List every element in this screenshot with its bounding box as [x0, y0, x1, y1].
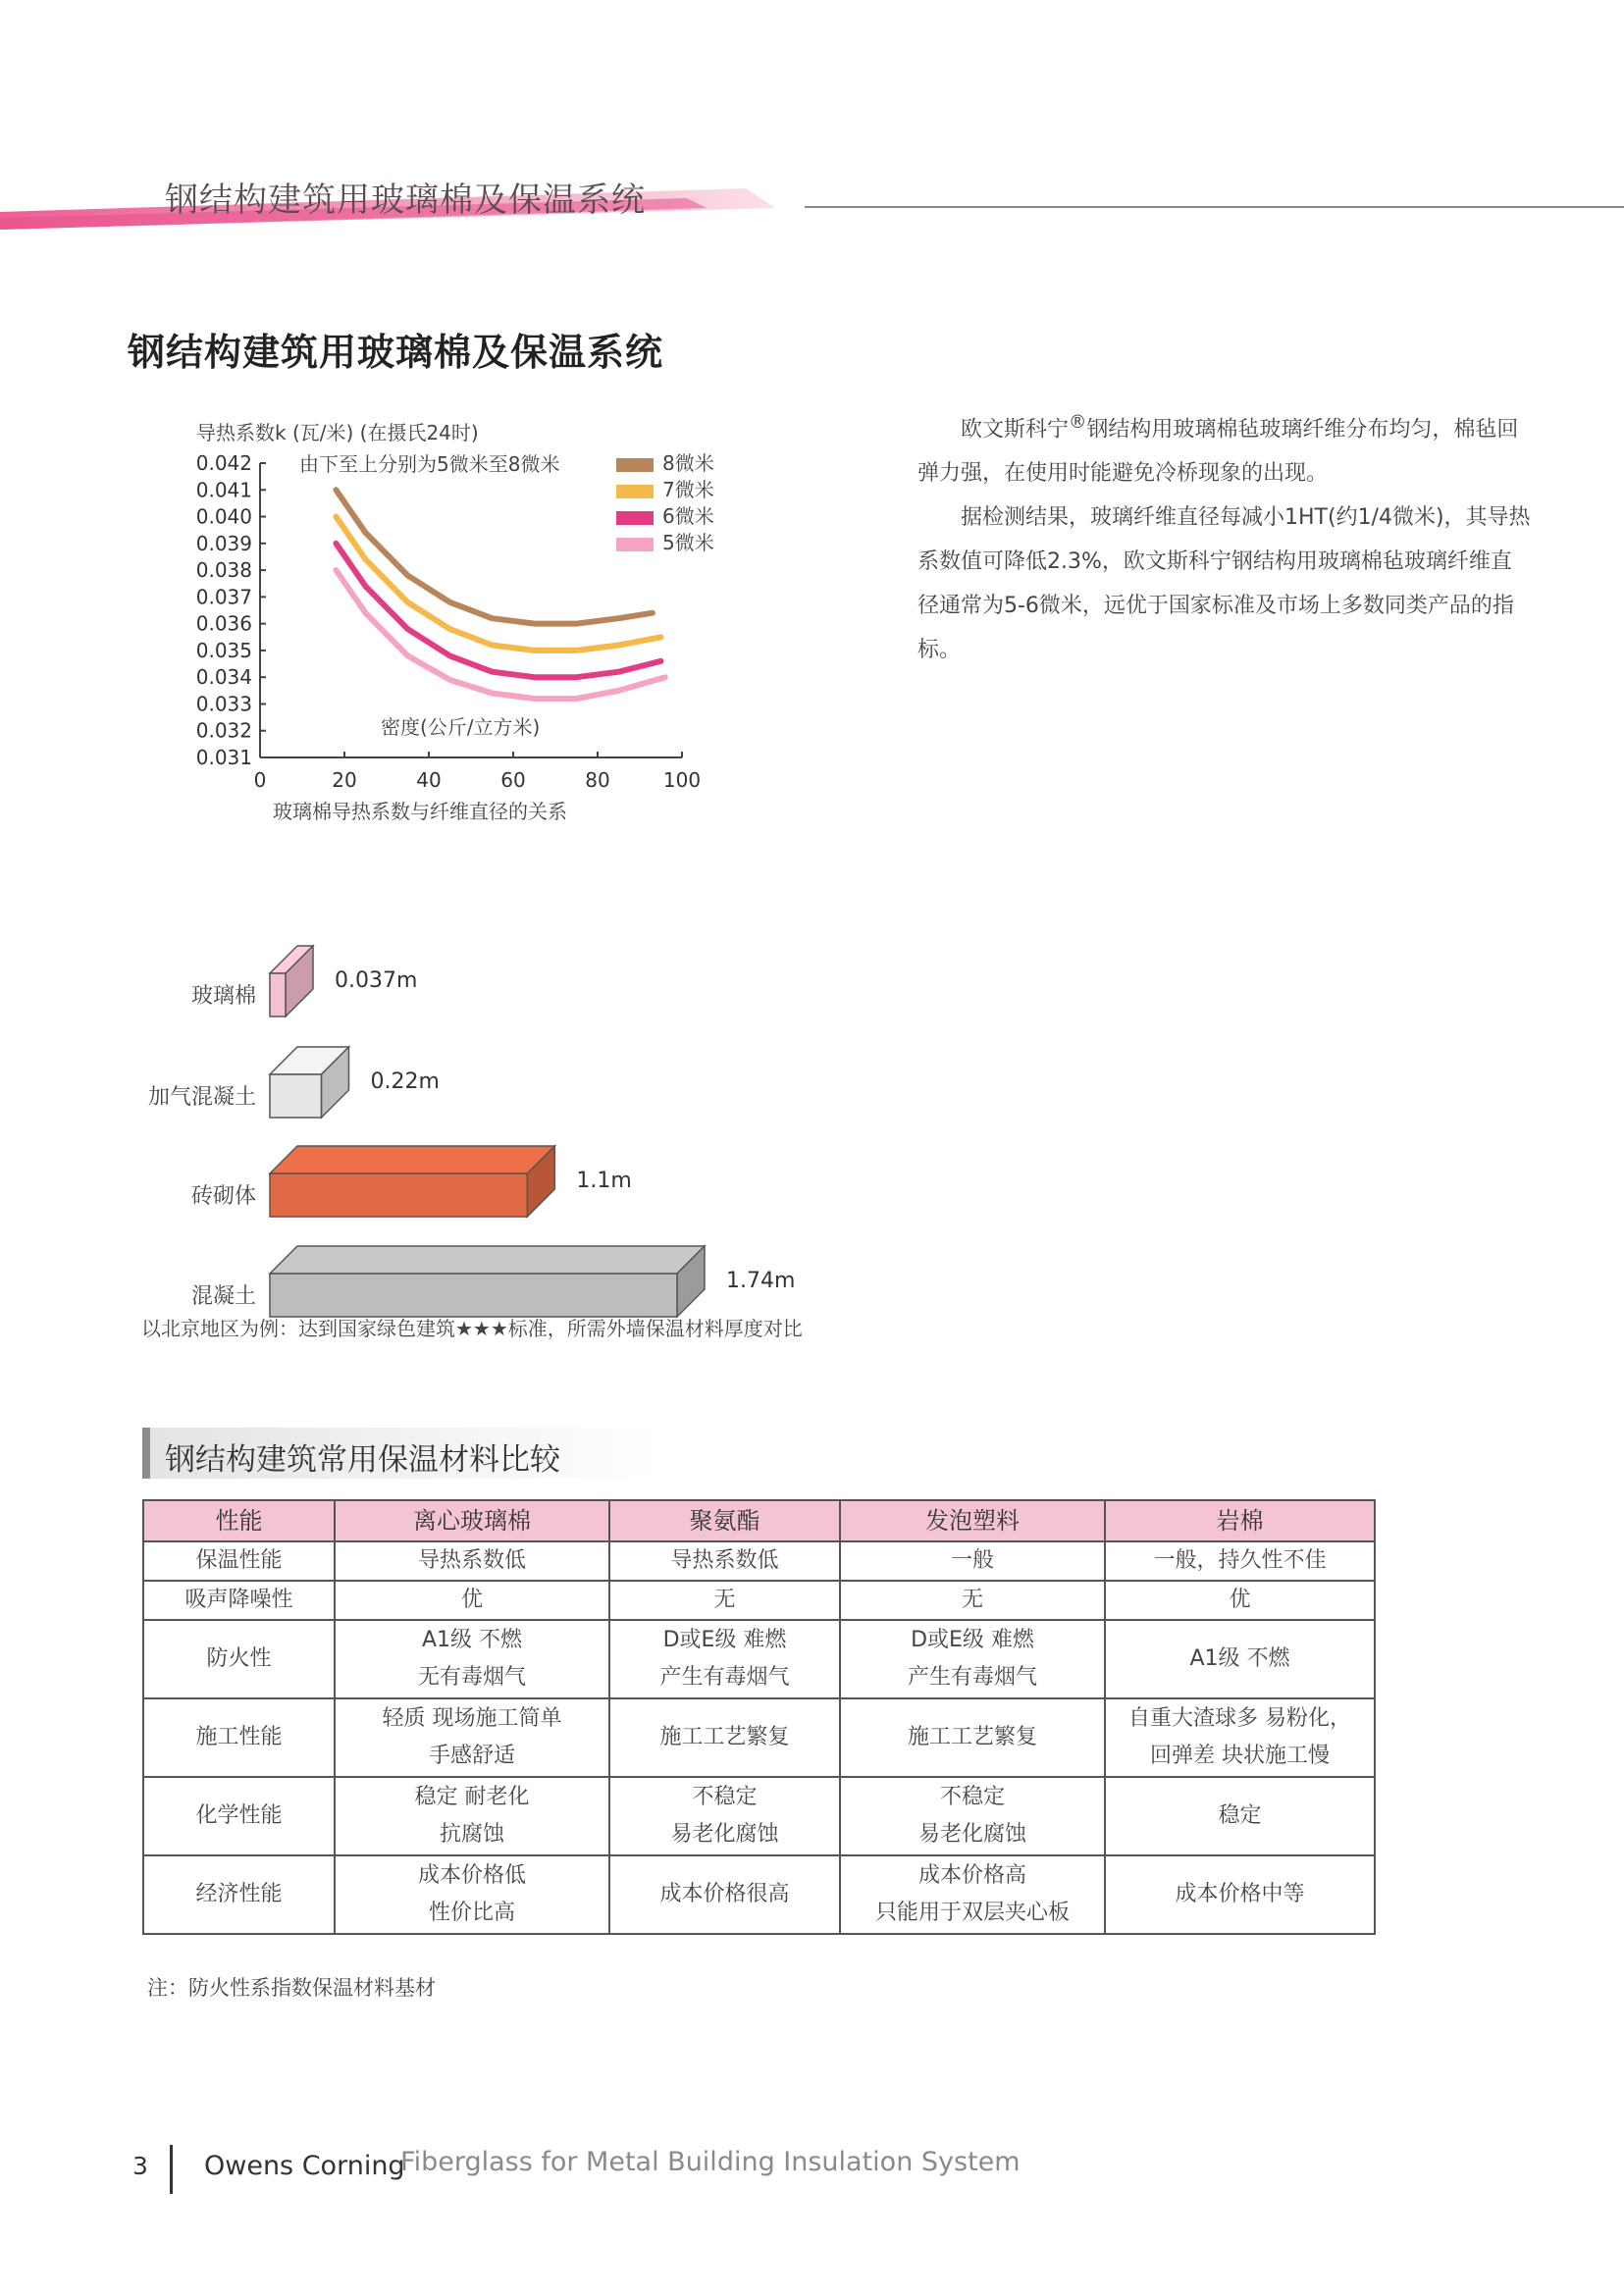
chart1-series-line — [336, 570, 664, 699]
chart2-bar — [270, 973, 286, 1017]
intro-text — [917, 400, 1531, 672]
table-row-label: 防火性 — [143, 1620, 335, 1698]
chart1-series — [336, 490, 664, 699]
chart1-legend-swatch — [616, 538, 654, 551]
table-cell: 一般 — [840, 1541, 1105, 1581]
table-row-label: 施工性能 — [143, 1698, 335, 1777]
table-header-row — [143, 1500, 1375, 1541]
chart1-y-tick-label: 0.036 — [195, 611, 252, 636]
chart2-bar-top — [270, 1246, 705, 1274]
table-body — [143, 1541, 1375, 1934]
table-header-cell: 聚氨酯 — [609, 1500, 840, 1541]
table-cell: 不稳定 易老化腐蚀 — [840, 1777, 1105, 1855]
chart1-ylabel: 导热系数k (瓦/米) (在摄氏24时) — [196, 421, 479, 444]
chart2-value-label: 1.1m — [576, 1169, 632, 1193]
conductivity-line-chart — [128, 412, 756, 844]
chart1-caption: 玻璃棉导热系数与纤维直径的关系 — [273, 800, 567, 823]
table-cell: 成本价格低 性价比高 — [335, 1855, 609, 1934]
table-cell: 成本价格中等 — [1105, 1855, 1375, 1934]
chart1-y-tick-label: 0.039 — [195, 531, 252, 555]
chart2-bar-top — [270, 1146, 554, 1173]
chart1-x-tick-label: 20 — [332, 768, 357, 792]
table-cell: 不稳定 易老化腐蚀 — [609, 1777, 840, 1855]
table-header-cell: 岩棉 — [1105, 1500, 1375, 1541]
table-header-cell: 发泡塑料 — [840, 1500, 1105, 1541]
chart1-legend-label: 8微米 — [662, 451, 714, 475]
comparison-title: 钢结构建筑常用保温材料比较 — [165, 1442, 560, 1478]
chart1-legend-swatch — [616, 511, 654, 525]
page-number: 3 — [132, 2152, 148, 2180]
section-marker — [142, 1428, 150, 1479]
chart1-annotation: 由下至上分别为5微米至8微米 — [299, 452, 560, 476]
chart2-category-label: 砖砌体 — [190, 1184, 256, 1209]
table-cell: 无 — [609, 1581, 840, 1620]
chart1-legend-label: 6微米 — [662, 504, 714, 528]
chart1-y-tick-label: 0.038 — [195, 558, 252, 583]
chart2-category-label: 玻璃棉 — [190, 984, 256, 1009]
chart2-value-label: 0.037m — [335, 968, 418, 993]
table-row — [143, 1581, 1375, 1620]
table-cell: 成本价格高 只能用于双层夹心板 — [840, 1855, 1105, 1934]
chart2-category-label: 混凝土 — [190, 1284, 256, 1309]
chart1-y-axis — [196, 451, 266, 769]
chart1-y-tick-label: 0.041 — [195, 478, 252, 502]
chart2-bars — [148, 946, 795, 1317]
chart2-bar — [270, 1074, 321, 1118]
chart1-legend-label: 5微米 — [662, 531, 714, 554]
chart1-legend-swatch — [616, 458, 654, 472]
table-cell: D或E级 难燃 产生有毒烟气 — [609, 1620, 840, 1698]
chart2-bar — [270, 1274, 677, 1317]
chart1-series-line — [336, 544, 660, 677]
intro-p1-rest: 钢结构用玻璃棉毡玻璃纤维分布均匀，棉毡回弹力强，在使用时能避免冷桥现象的出现。 — [917, 417, 1519, 487]
footer-separator — [170, 2145, 173, 2194]
intro-p1-start: 欧文斯科宁 — [961, 417, 1070, 443]
table-row — [143, 1777, 1375, 1855]
chart2-caption: 以北京地区为例：达到国家绿色建筑★★★标准，所需外墙保温材料厚度对比 — [141, 1317, 803, 1340]
table-cell: 优 — [1105, 1581, 1375, 1620]
table-row-label: 保温性能 — [143, 1541, 335, 1581]
thickness-bar-chart — [128, 893, 913, 1364]
table-cell: 自重大渣球多 易粉化， 回弹差 块状施工慢 — [1105, 1698, 1375, 1777]
header-title: 钢结构建筑用玻璃棉及保温系统 — [165, 181, 646, 220]
chart1-legend-swatch — [616, 485, 654, 498]
chart1-x-tick-label: 100 — [662, 768, 702, 792]
table-cell: 稳定 耐老化 抗腐蚀 — [335, 1777, 609, 1855]
chart1-xlabel: 密度(公斤/立方米) — [381, 715, 541, 739]
table-cell: 施工工艺繁复 — [609, 1698, 840, 1777]
chart2-category-label: 加气混凝土 — [147, 1085, 256, 1110]
table-cell: A1级 不燃 — [1105, 1620, 1375, 1698]
intro-paragraph-2: 据检测结果，玻璃纤维直径每减小1HT(约1/4微米)，其导热系数值可降低2.3%，欧文斯科宁钢结构用玻璃棉毡玻璃纤维直径通常为5-6微米，远优于国家标准及市场上多数同类产品的指标。 — [917, 505, 1531, 663]
table-note: 注：防火性系指数保温材料基材 — [147, 1976, 436, 2000]
table-cell: 无 — [840, 1581, 1105, 1620]
footer-subtitle: Fiberglass for Metal Building Insulation System — [400, 2147, 1021, 2177]
table-row-label: 吸声降噪性 — [143, 1581, 335, 1620]
chart1-y-tick-label: 0.034 — [195, 665, 252, 690]
table-row — [143, 1620, 1375, 1698]
chart1-legend — [616, 451, 714, 554]
table-cell: 施工工艺繁复 — [840, 1698, 1105, 1777]
chart1-y-tick-label: 0.033 — [195, 692, 252, 716]
chart1-y-tick-label: 0.040 — [195, 504, 252, 529]
table-row-label: 经济性能 — [143, 1855, 335, 1934]
chart1-x-tick-label: 80 — [585, 768, 610, 792]
chart1-x-tick-label: 60 — [500, 768, 526, 792]
table-row-label: 化学性能 — [143, 1777, 335, 1855]
table-row — [143, 1855, 1375, 1934]
table-cell: 优 — [335, 1581, 609, 1620]
chart1-y-tick-label: 0.035 — [195, 638, 252, 662]
table-cell: 稳定 — [1105, 1777, 1375, 1855]
table-cell: 导热系数低 — [335, 1541, 609, 1581]
chart2-bar — [270, 1173, 527, 1217]
footer-brand: Owens Corning — [204, 2151, 405, 2181]
table-cell: A1级 不燃 无有毒烟气 — [335, 1620, 609, 1698]
comparison-table — [142, 1499, 1376, 1935]
chart1-y-tick-label: 0.037 — [195, 585, 252, 609]
table-cell: 导热系数低 — [609, 1541, 840, 1581]
chart1-x-tick-label: 40 — [416, 768, 442, 792]
header-rule — [805, 206, 1624, 208]
table-cell: 一般，持久性不佳 — [1105, 1541, 1375, 1581]
chart2-value-label: 1.74m — [726, 1269, 796, 1293]
registered-mark: ® — [1069, 412, 1087, 433]
table-header-cell: 离心玻璃棉 — [335, 1500, 609, 1541]
chart1-y-tick-label: 0.042 — [195, 451, 252, 475]
chart1-legend-label: 7微米 — [662, 478, 714, 501]
chart1-x-tick-label: 0 — [253, 768, 267, 792]
chart1-y-tick-label: 0.032 — [195, 718, 252, 743]
table-cell: D或E级 难燃 产生有毒烟气 — [840, 1620, 1105, 1698]
page-title: 钢结构建筑用玻璃棉及保温系统 — [128, 331, 664, 374]
table-header-cell: 性能 — [143, 1500, 335, 1541]
table-row — [143, 1541, 1375, 1581]
table-cell: 轻质 现场施工简单 手感舒适 — [335, 1698, 609, 1777]
intro-paragraph-1 — [917, 400, 1531, 495]
table-cell: 成本价格很高 — [609, 1855, 840, 1934]
chart1-y-tick-label: 0.031 — [195, 746, 252, 769]
chart2-value-label: 0.22m — [370, 1069, 440, 1094]
table-row — [143, 1698, 1375, 1777]
